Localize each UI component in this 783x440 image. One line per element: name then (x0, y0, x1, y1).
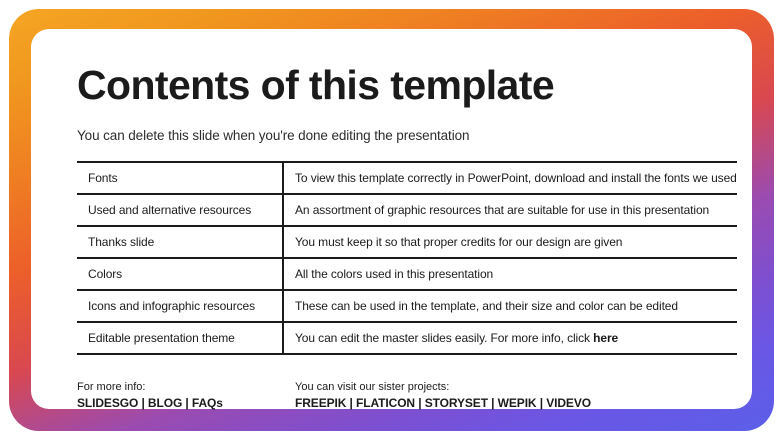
footer-left-links[interactable]: SLIDESGO | BLOG | FAQs (77, 396, 223, 411)
slide-canvas (31, 29, 752, 409)
slide-subtitle: You can delete this slide when you're done editing the presentation (77, 128, 470, 144)
table-row (77, 291, 737, 323)
table-row (77, 259, 737, 291)
table-cell-label: Thanks slide (88, 235, 155, 250)
footer-right-column (295, 381, 718, 410)
footer-left-column (77, 381, 295, 410)
table-cell-description: To view this template correctly in PowerPoint, download and install the fonts we used (295, 171, 737, 186)
table-row (77, 161, 737, 195)
table-cell-description: You must keep it so that proper credits for our design are given (295, 235, 623, 250)
page-title: Contents of this template (77, 62, 555, 108)
footer-right-label: You can visit our sister projects: (295, 381, 450, 394)
table-cell-description-text: You can edit the master slides easily. For more info, click (295, 331, 594, 346)
slide-content (77, 49, 737, 411)
table-cell-description: All the colors used in this presentation (295, 267, 494, 282)
table-cell-description (284, 331, 737, 345)
table-row (77, 323, 737, 355)
here-link[interactable]: here (593, 331, 619, 346)
table-cell-description: An assortment of graphic resources that are suitable for use in this presentation (295, 203, 710, 218)
table-cell-label: Fonts (88, 171, 118, 186)
table-cell-label: Icons and infographic resources (88, 299, 255, 314)
contents-table (77, 161, 737, 355)
table-cell-description: These can be used in the template, and their size and color can be edited (295, 299, 678, 314)
footer-right-links[interactable]: FREEPIK | FLATICON | STORYSET | WEPIK | VIDEVO (295, 396, 591, 411)
table-row (77, 195, 737, 227)
slide-footer (77, 381, 718, 410)
table-row (77, 227, 737, 259)
table-cell-label: Editable presentation theme (88, 331, 235, 346)
footer-left-label: For more info: (77, 381, 146, 394)
table-cell-label: Used and alternative resources (88, 203, 252, 218)
slide-gradient-border (9, 9, 774, 431)
table-cell-label: Colors (88, 267, 123, 282)
